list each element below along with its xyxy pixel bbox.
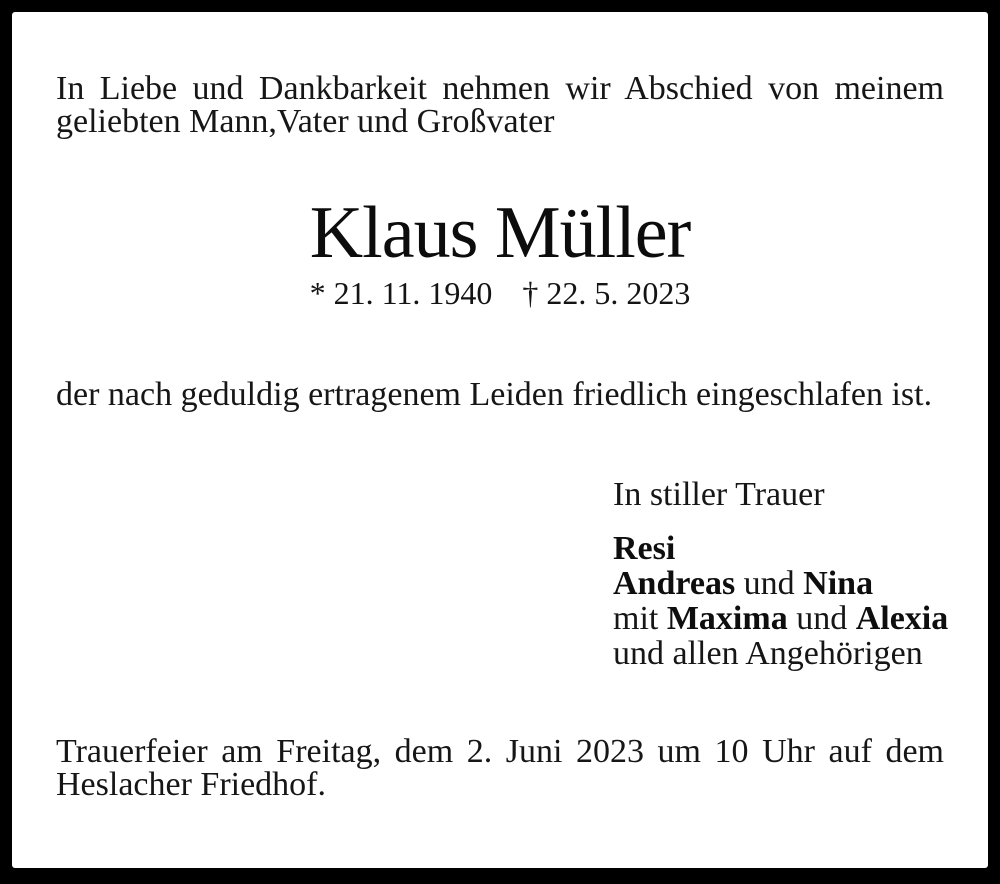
mourning-header: In stiller Trauer: [613, 476, 825, 513]
funeral-info: Trauerfeier am Freitag, dem 2. Juni 2023 um 10 Uhr auf dem Heslacher Friedhof.: [56, 733, 944, 803]
death-date: † 22. 5. 2023: [522, 275, 691, 311]
mourner-prefix: mit: [613, 600, 667, 637]
mourner-widow: Resi: [613, 530, 676, 567]
birth-date: * 21. 11. 1940: [309, 275, 493, 311]
mourner-separator: und: [787, 600, 856, 637]
mourner-relatives: und allen Angehörigen: [613, 635, 923, 672]
mourner-child-name: Nina: [803, 565, 874, 602]
intro-text: In Liebe und Dankbarkeit nehmen wir Abschied von meinem geliebten Mann,Vater und Großvater: [56, 70, 944, 140]
mourning-section: [613, 477, 948, 671]
mourner-children: [613, 566, 948, 601]
obituary-card: [12, 12, 988, 868]
life-dates: [12, 277, 988, 309]
mourner-grandchild-name: Alexia: [855, 600, 949, 637]
mourner-separator: und: [735, 565, 804, 602]
condolence-line: der nach geduldig ertragenem Leiden friedlich eingeschlafen ist.: [56, 376, 933, 413]
mourner-grandchild-name: Maxima: [666, 600, 788, 637]
deceased-name: Klaus Müller: [309, 192, 691, 274]
mourner-child-name: Andreas: [613, 565, 736, 602]
mourner-grandchildren: [613, 601, 948, 636]
